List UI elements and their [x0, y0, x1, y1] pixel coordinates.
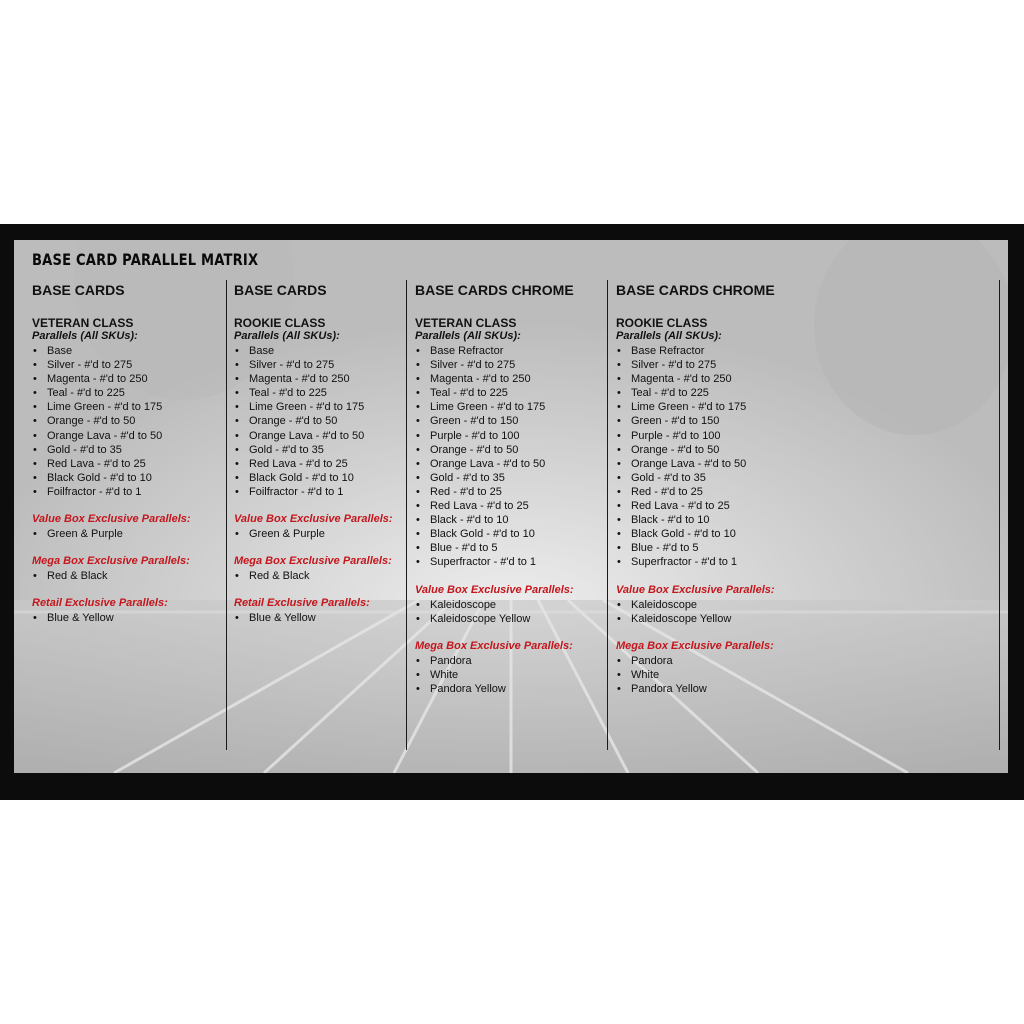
- list-item: • Silver - #'d to 275: [616, 358, 806, 372]
- exclusive-label: Value Box Exclusive Parallels:: [616, 583, 775, 596]
- list-item: • Red Lava - #'d to 25: [415, 499, 605, 513]
- list-item: • Orange - #'d to 50: [616, 443, 806, 457]
- list-item: • Orange Lava - #'d to 50: [32, 429, 222, 443]
- list-item: • Pandora: [616, 654, 806, 668]
- exclusive-list: [234, 527, 424, 541]
- list-item: • Kaleidoscope Yellow: [616, 612, 806, 626]
- list-item: • Orange - #'d to 50: [234, 414, 424, 428]
- list-item: • Teal - #'d to 225: [234, 386, 424, 400]
- list-item: • Kaleidoscope: [616, 598, 806, 612]
- list-item: • Base: [32, 344, 222, 358]
- list-item: • Green & Purple: [234, 527, 424, 541]
- list-item: • Silver - #'d to 275: [415, 358, 605, 372]
- exclusive-label: Value Box Exclusive Parallels:: [32, 513, 191, 526]
- exclusive-list: [32, 611, 222, 625]
- column-base-cards-rookie: [234, 282, 424, 625]
- list-item: • Base: [234, 344, 424, 358]
- list-item: • Magenta - #'d to 250: [415, 372, 605, 386]
- list-item: • Kaleidoscope: [415, 598, 605, 612]
- parallels-list: [234, 344, 424, 499]
- parallels-label: Parallels (All SKUs):: [616, 330, 722, 342]
- list-item: • Teal - #'d to 225: [616, 386, 806, 400]
- column-divider: [999, 280, 1000, 750]
- exclusive-label: Value Box Exclusive Parallels:: [415, 583, 574, 596]
- list-item: • White: [415, 668, 605, 682]
- parallels-label: Parallels (All SKUs):: [32, 330, 138, 342]
- list-item: • Gold - #'d to 35: [616, 471, 806, 485]
- exclusive-list: [32, 527, 222, 541]
- list-item: • Gold - #'d to 35: [234, 443, 424, 457]
- list-item: • Kaleidoscope Yellow: [415, 612, 605, 626]
- list-item: • Silver - #'d to 275: [32, 358, 222, 372]
- list-item: • Red Lava - #'d to 25: [616, 499, 806, 513]
- list-item: • Green - #'d to 150: [415, 414, 605, 428]
- list-item: • Pandora Yellow: [415, 682, 605, 696]
- list-item: • Gold - #'d to 35: [415, 471, 605, 485]
- exclusive-list: [415, 598, 605, 626]
- list-item: • Purple - #'d to 100: [616, 429, 806, 443]
- list-item: • Superfractor - #'d to 1: [415, 555, 605, 569]
- list-item: • Black - #'d to 10: [415, 513, 605, 527]
- list-item: • Red Lava - #'d to 25: [234, 457, 424, 471]
- list-item: • Pandora Yellow: [616, 682, 806, 696]
- list-item: • Red & Black: [32, 569, 222, 583]
- list-item: • White: [616, 668, 806, 682]
- list-item: • Magenta - #'d to 250: [616, 372, 806, 386]
- list-item: • Lime Green - #'d to 175: [616, 400, 806, 414]
- list-item: • Purple - #'d to 100: [415, 429, 605, 443]
- exclusive-list: [415, 654, 605, 696]
- exclusive-list: [616, 654, 806, 696]
- list-item: • Lime Green - #'d to 175: [415, 400, 605, 414]
- list-item: • Teal - #'d to 225: [415, 386, 605, 400]
- list-item: • Green & Purple: [32, 527, 222, 541]
- column-divider: [226, 280, 227, 750]
- class-label: VETERAN CLASS: [32, 316, 134, 330]
- list-item: • Magenta - #'d to 250: [32, 372, 222, 386]
- exclusive-label: Value Box Exclusive Parallels:: [234, 513, 393, 526]
- column-base-cards-chrome-rookie: [616, 282, 806, 696]
- class-label: ROOKIE CLASS: [616, 316, 708, 330]
- list-item: • Black Gold - #'d to 10: [415, 527, 605, 541]
- slide-frame: [0, 224, 1024, 800]
- list-item: • Orange Lava - #'d to 50: [415, 457, 605, 471]
- parallels-list: [415, 344, 605, 570]
- exclusive-list: [234, 611, 424, 625]
- list-item: • Gold - #'d to 35: [32, 443, 222, 457]
- list-item: • Red & Black: [234, 569, 424, 583]
- exclusive-list: [234, 569, 424, 583]
- list-item: • Black Gold - #'d to 10: [234, 471, 424, 485]
- list-item: • Black - #'d to 10: [616, 513, 806, 527]
- exclusive-label: Mega Box Exclusive Parallels:: [616, 639, 774, 652]
- class-label: VETERAN CLASS: [415, 316, 517, 330]
- list-item: • Foilfractor - #'d to 1: [234, 485, 424, 499]
- exclusive-label: Mega Box Exclusive Parallels:: [32, 555, 190, 568]
- list-item: • Base Refractor: [616, 344, 806, 358]
- column-heading: BASE CARDS: [234, 282, 327, 298]
- column-divider: [607, 280, 608, 750]
- list-item: • Silver - #'d to 275: [234, 358, 424, 372]
- list-item: • Base Refractor: [415, 344, 605, 358]
- list-item: • Red Lava - #'d to 25: [32, 457, 222, 471]
- list-item: • Blue & Yellow: [32, 611, 222, 625]
- exclusive-list: [616, 598, 806, 626]
- list-item: • Magenta - #'d to 250: [234, 372, 424, 386]
- list-item: • Blue - #'d to 5: [616, 541, 806, 555]
- list-item: • Lime Green - #'d to 175: [32, 400, 222, 414]
- class-label: ROOKIE CLASS: [234, 316, 326, 330]
- list-item: • Foilfractor - #'d to 1: [32, 485, 222, 499]
- column-heading: BASE CARDS: [32, 282, 125, 298]
- parallels-list: [616, 344, 806, 570]
- column-heading: BASE CARDS CHROME: [415, 282, 574, 298]
- list-item: • Black Gold - #'d to 10: [616, 527, 806, 541]
- list-item: • Orange Lava - #'d to 50: [234, 429, 424, 443]
- list-item: • Red - #'d to 25: [415, 485, 605, 499]
- exclusive-label: Retail Exclusive Parallels:: [32, 597, 168, 610]
- list-item: • Orange - #'d to 50: [415, 443, 605, 457]
- list-item: • Superfractor - #'d to 1: [616, 555, 806, 569]
- list-item: • Green - #'d to 150: [616, 414, 806, 428]
- exclusive-label: Retail Exclusive Parallels:: [234, 597, 370, 610]
- list-item: • Black Gold - #'d to 10: [32, 471, 222, 485]
- list-item: • Teal - #'d to 225: [32, 386, 222, 400]
- list-item: • Red - #'d to 25: [616, 485, 806, 499]
- list-item: • Blue & Yellow: [234, 611, 424, 625]
- list-item: • Orange - #'d to 50: [32, 414, 222, 428]
- parallels-label: Parallels (All SKUs):: [234, 330, 340, 342]
- exclusive-list: [32, 569, 222, 583]
- list-item: • Orange Lava - #'d to 50: [616, 457, 806, 471]
- column-base-cards-veteran: [32, 282, 222, 625]
- exclusive-label: Mega Box Exclusive Parallels:: [415, 639, 573, 652]
- exclusive-label: Mega Box Exclusive Parallels:: [234, 555, 392, 568]
- page-title: BASE CARD PARALLEL MATRIX: [32, 250, 259, 269]
- list-item: • Lime Green - #'d to 175: [234, 400, 424, 414]
- parallels-label: Parallels (All SKUs):: [415, 330, 521, 342]
- list-item: • Blue - #'d to 5: [415, 541, 605, 555]
- parallels-list: [32, 344, 222, 499]
- column-heading: BASE CARDS CHROME: [616, 282, 775, 298]
- matrix-panel: [14, 240, 1008, 773]
- list-item: • Pandora: [415, 654, 605, 668]
- column-base-cards-chrome-veteran: [415, 282, 605, 696]
- column-divider: [406, 280, 407, 750]
